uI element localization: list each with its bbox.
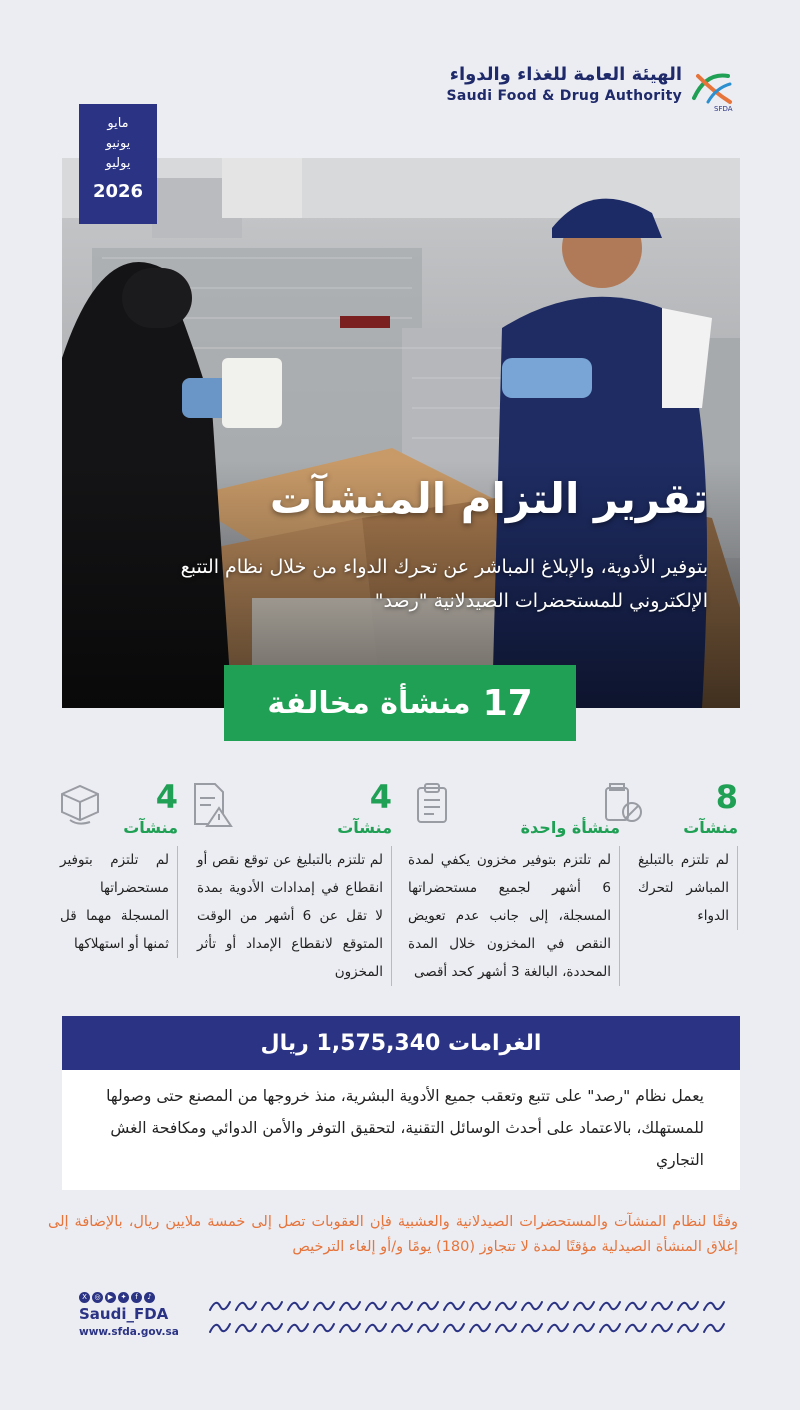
pattern-wave: [340, 1302, 360, 1310]
pattern-wave: [444, 1324, 464, 1332]
pattern-wave: [236, 1324, 256, 1332]
clipboard-icon: [408, 780, 456, 828]
tiktok-icon[interactable]: ♪: [144, 1292, 155, 1303]
svg-text:SFDA: SFDA: [714, 105, 733, 113]
violation-column-shortage-notice: [197, 778, 392, 998]
column-text: لم تلتزم بالتبليغ المباشر لتحرك الدواء: [638, 846, 738, 930]
pattern-wave: [626, 1302, 646, 1310]
month-3: يوليو: [105, 156, 131, 171]
total-violations-number: 17: [482, 682, 533, 724]
year: 2026: [92, 181, 144, 202]
pattern-wave: [678, 1302, 698, 1310]
pattern-wave: [704, 1324, 724, 1332]
column-unit: منشأة واحدة: [520, 818, 620, 837]
pattern-wave: [574, 1324, 594, 1332]
pattern-wave: [418, 1324, 438, 1332]
fines-bar: الغرامات 1,575,340 ريال: [62, 1016, 740, 1070]
pattern-wave: [704, 1302, 724, 1310]
logo-arabic-name: الهيئة العامة للغذاء والدواء: [449, 64, 682, 85]
violation-column-stock: [408, 778, 620, 998]
warehouse-photo: [62, 158, 740, 708]
violation-column-reporting: [638, 778, 738, 998]
date-badge: [79, 104, 157, 224]
logo-english-name: Saudi Food & Drug Authority: [446, 88, 682, 104]
month-1: مايو: [107, 116, 129, 131]
violation-column-availability: [60, 778, 178, 998]
pattern-wave: [392, 1324, 412, 1332]
pattern-wave: [574, 1302, 594, 1310]
youtube-icon[interactable]: ▶: [105, 1292, 116, 1303]
website-link[interactable]: www.sfda.gov.sa: [79, 1326, 179, 1338]
pattern-wave: [444, 1302, 464, 1310]
column-unit: منشآت: [123, 818, 178, 837]
pattern-wave: [470, 1302, 490, 1310]
box-hand-icon: [56, 780, 104, 828]
social-handle[interactable]: Saudi_FDA: [79, 1305, 169, 1323]
pattern-wave: [366, 1324, 386, 1332]
pattern-wave: [522, 1302, 542, 1310]
pattern-wave: [496, 1324, 516, 1332]
pattern-wave: [262, 1302, 282, 1310]
pattern-wave: [626, 1324, 646, 1332]
pattern-wave: [288, 1302, 308, 1310]
column-unit: منشآت: [337, 818, 392, 837]
column-number: 8: [715, 778, 738, 816]
document-warning-icon: [187, 780, 235, 828]
pattern-wave: [548, 1324, 568, 1332]
pattern-wave: [236, 1302, 256, 1310]
instagram-icon[interactable]: ◎: [92, 1292, 103, 1303]
pattern-wave: [418, 1302, 438, 1310]
pattern-wave: [210, 1302, 230, 1310]
decorative-pattern: [204, 1290, 728, 1340]
social-icons: [79, 1292, 155, 1303]
pattern-wave: [366, 1302, 386, 1310]
pattern-wave: [314, 1302, 334, 1310]
pattern-wave: [262, 1324, 282, 1332]
pattern-wave: [652, 1324, 672, 1332]
column-text: لم تلتزم بتوفير مخزون يكفي لمدة 6 أشهر لجميع مستحضراتها المسجلة، إلى جانب عدم تعويض النقص في المخزون خلال المدة المحددة، البالغة 3 أشهر كحد أقصى: [408, 846, 620, 986]
column-text: لم تلتزم بالتبليغ عن توقع نقص أو انقطاع في إمدادات الأدوية بمدة لا تقل عن 6 أشهر من الوقت المتوقع لانقطاع الإمداد أو تأثر المخزون: [197, 846, 392, 986]
report-title: تقرير التزام المنشآت: [269, 474, 708, 523]
x-icon[interactable]: X: [79, 1292, 90, 1303]
month-2: يونيو: [105, 136, 131, 151]
pattern-wave: [288, 1324, 308, 1332]
snapchat-icon[interactable]: ✦: [118, 1292, 129, 1303]
pattern-wave: [340, 1324, 360, 1332]
pattern-wave: [600, 1302, 620, 1310]
pattern-wave: [600, 1324, 620, 1332]
column-text: لم تلتزم بتوفير مستحضراتها المسجلة مهما قل ثمنها أو استهلاكها: [60, 846, 178, 958]
pattern-wave: [392, 1302, 412, 1310]
report-subtitle: بتوفير الأدوية، والإبلاغ المباشر عن تحرك الدواء من خلال نظام التتبع الإلكتروني للمستحضرات الصيدلانية "رصد": [180, 556, 708, 612]
total-violations-box: [224, 665, 576, 741]
pattern-wave: [470, 1324, 490, 1332]
pattern-wave: [210, 1324, 230, 1332]
penalty-note: وفقًا لنظام المنشآت والمستحضرات الصيدلانية والعشبية فإن العقوبات تصل إلى خمسة ملايين ريال، بالإضافة إلى إغلاق المنشأة الصيدلية مؤقتًا لمدة لا تتجاوز (180) يومًا و/أو إلغاء الترخيص: [48, 1214, 738, 1255]
pattern-wave: [548, 1302, 568, 1310]
column-number: 4: [369, 778, 392, 816]
pattern-wave: [314, 1324, 334, 1332]
pattern-wave: [678, 1324, 698, 1332]
pattern-wave: [496, 1302, 516, 1310]
total-violations-label: منشأة مخالفة: [267, 685, 471, 721]
column-number: 4: [155, 778, 178, 816]
rasd-description: يعمل نظام "رصد" على تتبع وتعقب جميع الأدوية البشرية، منذ خروجها من المصنع حتى وصولها للمستهلك، بالاعتماد على أحدث الوسائل التقنية، لتحقيق التوفر والأمن الدوائي ومكافحة الغش التجاري: [106, 1087, 704, 1169]
sfda-logo-icon: [686, 62, 738, 114]
pattern-wave: [652, 1302, 672, 1310]
facebook-icon[interactable]: f: [131, 1292, 142, 1303]
pattern-wave: [522, 1324, 542, 1332]
column-unit: منشآت: [683, 818, 738, 837]
